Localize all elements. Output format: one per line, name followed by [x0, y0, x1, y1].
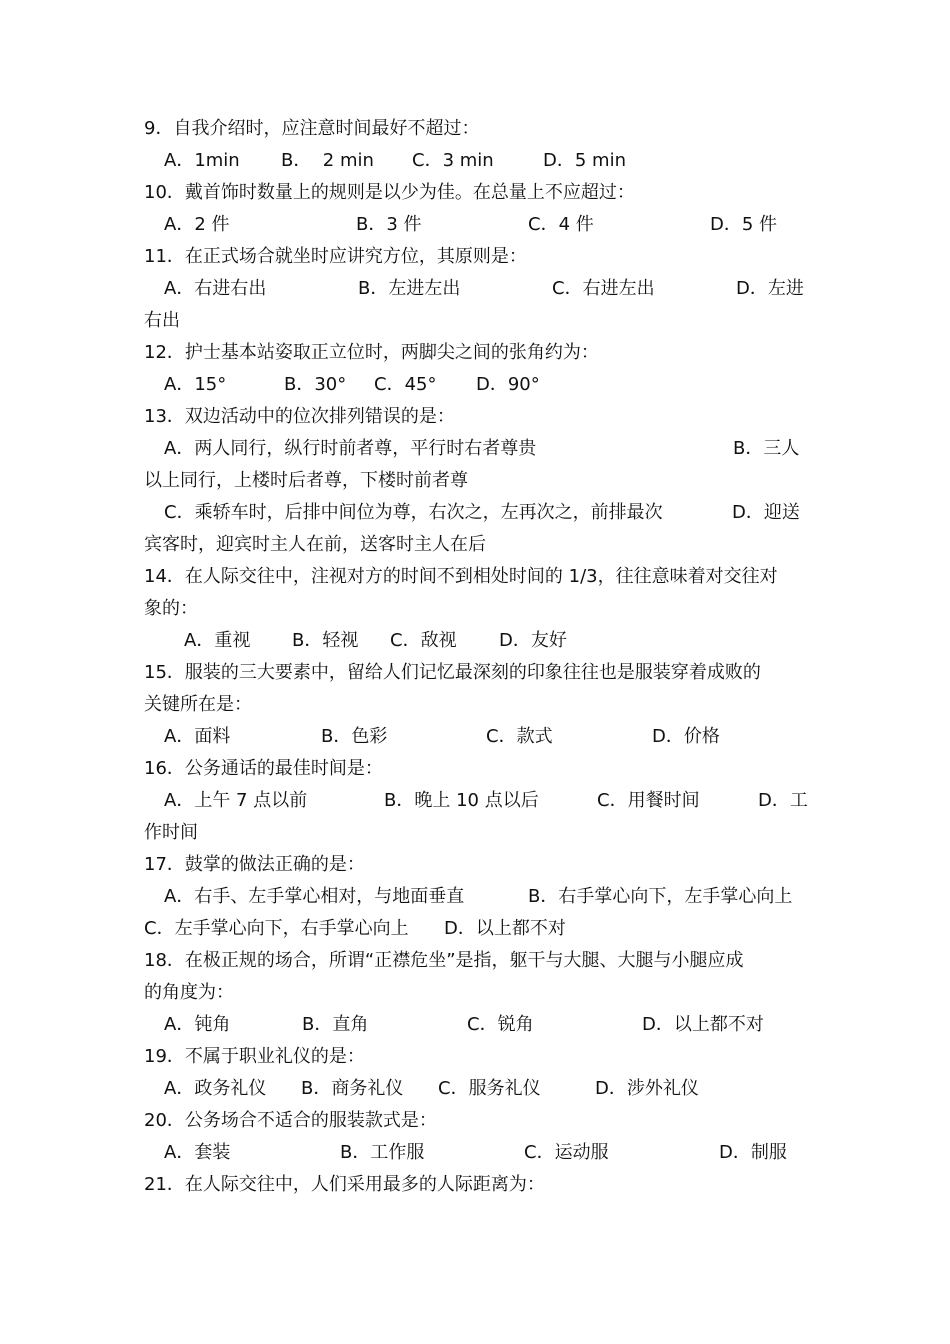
option-c: C．4 件 — [528, 214, 594, 235]
question-10-stem: 10．戴首饰时数量上的规则是以少为佳。在总量上不应超过： — [144, 182, 635, 203]
option-b: B．30° — [284, 374, 347, 395]
option-d: D．以上都不对 — [444, 918, 566, 939]
option-c: C．左手掌心向下，右手掌心向上 — [144, 918, 409, 939]
option-d: D．涉外礼仪 — [595, 1078, 699, 1099]
question-13-line1 — [0, 433, 950, 465]
option-c: C．锐角 — [467, 1014, 534, 1035]
question-20-options — [0, 1137, 950, 1169]
question-17-line1 — [0, 881, 950, 913]
question-14-stem-continuation: 象的： — [144, 598, 198, 619]
option-a: A．右进右出 — [164, 278, 267, 299]
option-c: C．45° — [374, 374, 437, 395]
question-16-stem: 16．公务通话的最佳时间是： — [144, 758, 383, 779]
option-c: C．右进左出 — [552, 278, 655, 299]
question-18-options — [0, 1009, 950, 1041]
question-12-stem: 12．护士基本站姿取正立位时，两脚尖之间的张角约为： — [144, 342, 599, 363]
option-d: D．90° — [476, 374, 540, 395]
option-b: B．左进左出 — [358, 278, 461, 299]
option-b: B．商务礼仪 — [301, 1078, 404, 1099]
option-b: B．轻视 — [292, 630, 359, 651]
option-c: C．乘轿车时，后排中间位为尊，右次之，左再次之，前排最次 — [164, 502, 663, 523]
option-a: A．面料 — [164, 726, 231, 747]
question-13-line2-continuation: 宾客时，迎宾时主人在前，送客时主人在后 — [144, 534, 486, 555]
question-11-options — [0, 273, 950, 305]
option-b: B．晚上 10 点以后 — [384, 790, 539, 811]
option-a: A．政务礼仪 — [164, 1078, 267, 1099]
option-c: C．用餐时间 — [597, 790, 700, 811]
option-a: A．右手、左手掌心相对，与地面垂直 — [164, 886, 465, 907]
option-d: D．工 — [758, 790, 808, 811]
option-d: D．友好 — [499, 630, 567, 651]
option-d: D．左进 — [736, 278, 804, 299]
question-19-options — [0, 1073, 950, 1105]
question-11-stem: 11．在正式场合就坐时应讲究方位，其原则是： — [144, 246, 527, 267]
question-9-options — [0, 145, 950, 177]
option-a: A．上午 7 点以前 — [164, 790, 308, 811]
option-c: C．服务礼仪 — [438, 1078, 541, 1099]
question-19-stem: 19．不属于职业礼仪的是： — [144, 1046, 365, 1067]
option-c: C．3 min — [412, 150, 494, 171]
option-b: B．色彩 — [321, 726, 388, 747]
option-d: D．价格 — [652, 726, 720, 747]
question-16-continuation: 作时间 — [144, 822, 198, 843]
option-d: D．制服 — [719, 1142, 787, 1163]
option-a: A．2 件 — [164, 214, 230, 235]
question-13-stem: 13．双边活动中的位次排列错误的是： — [144, 406, 455, 427]
option-a: A．钝角 — [164, 1014, 231, 1035]
question-17-stem: 17．鼓掌的做法正确的是： — [144, 854, 365, 875]
question-9-stem: 9．自我介绍时，应注意时间最好不超过： — [144, 118, 480, 139]
question-20-stem: 20．公务场合不适合的服装款式是： — [144, 1110, 437, 1131]
question-18-stem: 18．在极正规的场合，所谓“正襟危坐”是指，躯干与大腿、大腿与小腿应成 — [144, 950, 744, 971]
question-17-line2 — [0, 913, 950, 945]
question-14-options — [0, 625, 950, 657]
option-d: D．以上都不对 — [642, 1014, 764, 1035]
question-13-line1-continuation: 以上同行，上楼时后者尊，下楼时前者尊 — [144, 470, 468, 491]
option-a: A．套装 — [164, 1142, 231, 1163]
option-b: B．3 件 — [356, 214, 422, 235]
question-15-stem: 15．服装的三大要素中，留给人们记忆最深刻的印象往往也是服装穿着成败的 — [144, 662, 761, 683]
question-21-stem: 21．在人际交往中，人们采用最多的人际距离为： — [144, 1174, 545, 1195]
option-c: C．敌视 — [390, 630, 457, 651]
option-c: C．运动服 — [524, 1142, 609, 1163]
option-b: B．工作服 — [340, 1142, 425, 1163]
question-16-options — [0, 785, 950, 817]
question-10-options — [0, 209, 950, 241]
option-b: B． 2 min — [281, 150, 374, 171]
question-11-continuation: 右出 — [144, 310, 180, 331]
question-15-stem-continuation: 关键所在是： — [144, 694, 252, 715]
option-b: B．右手掌心向下，左手掌心向上 — [528, 886, 793, 907]
question-14-stem: 14．在人际交往中，注视对方的时间不到相处时间的 1/3，往往意味着对交往对 — [144, 566, 778, 587]
question-18-stem-continuation: 的角度为： — [144, 982, 234, 1003]
question-13-line2 — [0, 497, 950, 529]
option-a: A．1min — [164, 150, 240, 171]
question-12-options — [0, 369, 950, 401]
option-b: B．直角 — [302, 1014, 369, 1035]
option-b: B．三人 — [733, 438, 800, 459]
option-a: A．15° — [164, 374, 227, 395]
option-d: D．5 件 — [710, 214, 778, 235]
option-d: D．迎送 — [732, 502, 800, 523]
option-c: C．款式 — [486, 726, 553, 747]
option-a: A．重视 — [184, 630, 251, 651]
option-d: D．5 min — [543, 150, 626, 171]
option-a: A．两人同行，纵行时前者尊，平行时右者尊贵 — [164, 438, 537, 459]
question-15-options — [0, 721, 950, 753]
